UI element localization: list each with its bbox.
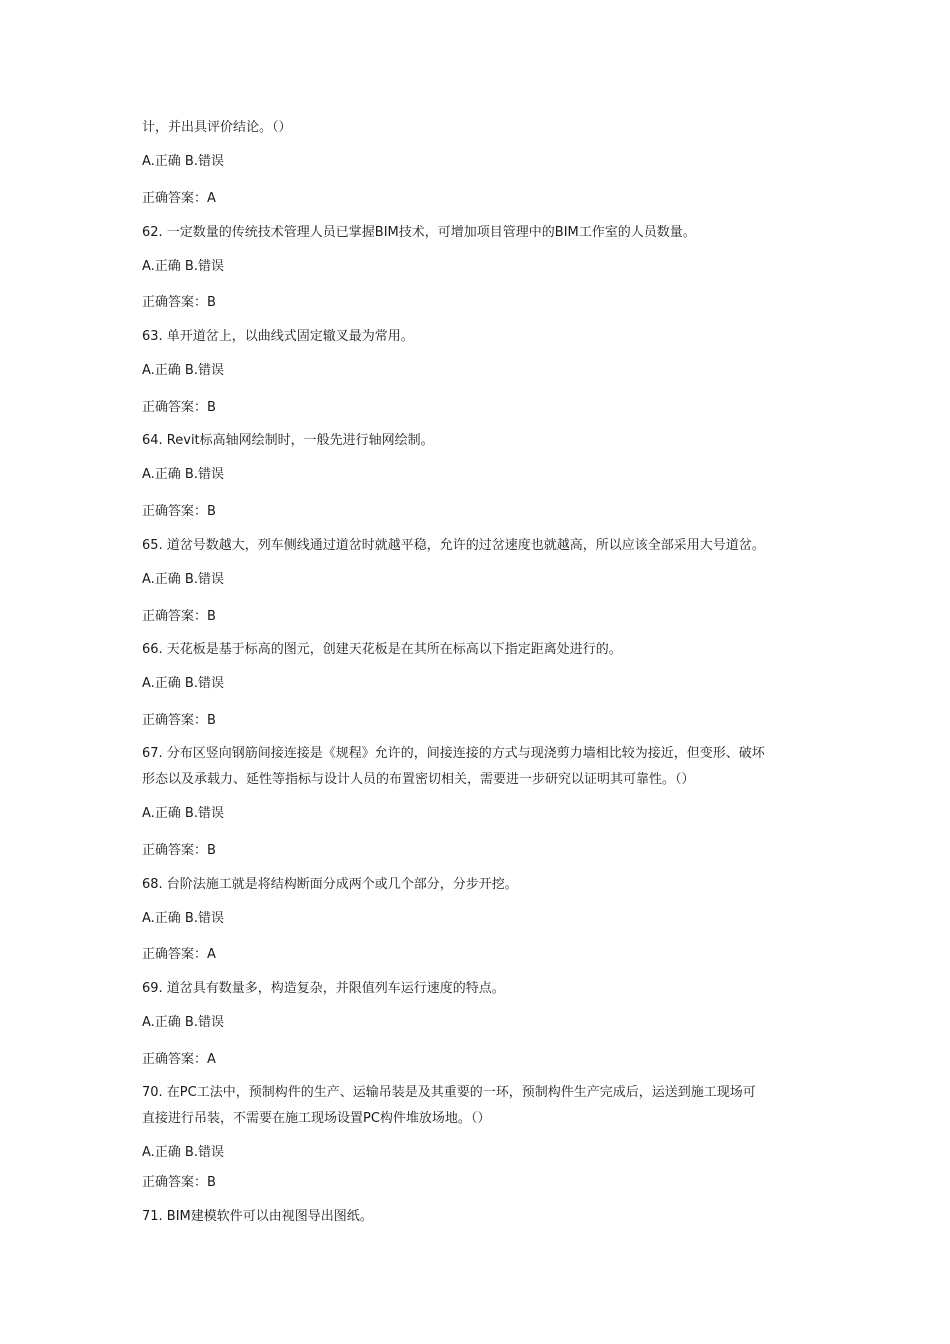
question-69-answer: 正确答案：A [142,1052,216,1067]
question-70-text-cont: 直接进行吊装，不需要在施工现场设置PC构件堆放场地。（） [142,1111,491,1126]
question-67-options: A.正确 B.错误 [142,806,224,821]
question-68-text: 68. 台阶法施工就是将结构断面分成两个或几个部分，分步开挖。 [142,877,518,892]
question-65-options: A.正确 B.错误 [142,572,224,587]
question-70-options: A.正确 B.错误 [142,1145,224,1160]
question-65-answer: 正确答案：B [142,609,216,624]
question-67-text-cont: 形态以及承载力、延性等指标与设计人员的布置密切相关，需要进一步研究以证明其可靠性。（） [142,772,695,787]
question-62-options: A.正确 B.错误 [142,259,224,274]
question-67-answer: 正确答案：B [142,843,216,858]
question-67-text: 67. 分布区竖向钢筋间接连接是《规程》允许的，间接连接的方式与现浇剪力墙相比较为接近，但变形、破坏 [142,746,765,761]
question-63-answer: 正确答案：B [142,400,216,415]
question-62-answer: 正确答案：B [142,295,216,310]
question-69-options: A.正确 B.错误 [142,1015,224,1030]
question-70-answer: 正确答案：B [142,1175,216,1190]
question-69-text: 69. 道岔具有数量多，构造复杂，并限值列车运行速度的特点。 [142,981,505,996]
question-61-text-cont: 计，并出具评价结论。（） [142,120,292,135]
question-65-text: 65. 道岔号数越大，列车侧线通过道岔时就越平稳，允许的过岔速度也就越高，所以应该全部采用大号道岔。 [142,538,765,553]
question-70-text: 70. 在PC工法中，预制构件的生产、运输吊装是及其重要的一环，预制构件生产完成后，运送到施工现场可 [142,1085,756,1100]
question-61-options: A.正确 B.错误 [142,154,224,169]
question-66-text: 66. 天花板是基于标高的图元，创建天花板是在其所在标高以下指定距离处进行的。 [142,642,622,657]
question-66-answer: 正确答案：B [142,713,216,728]
question-63-options: A.正确 B.错误 [142,363,224,378]
question-68-options: A.正确 B.错误 [142,911,224,926]
question-62-text: 62. 一定数量的传统技术管理人员已掌握BIM技术，可增加项目管理中的BIM工作室的人员数量。 [142,225,696,240]
question-71-text: 71. BIM建模软件可以由视图导出图纸。 [142,1209,373,1224]
question-61-answer: 正确答案：A [142,191,216,206]
question-64-text: 64. Revit标高轴网绘制时，一般先进行轴网绘制。 [142,433,434,448]
question-66-options: A.正确 B.错误 [142,676,224,691]
question-68-answer: 正确答案：A [142,947,216,962]
question-63-text: 63. 单开道岔上，以曲线式固定辙叉最为常用。 [142,329,414,344]
question-64-options: A.正确 B.错误 [142,467,224,482]
question-64-answer: 正确答案：B [142,504,216,519]
